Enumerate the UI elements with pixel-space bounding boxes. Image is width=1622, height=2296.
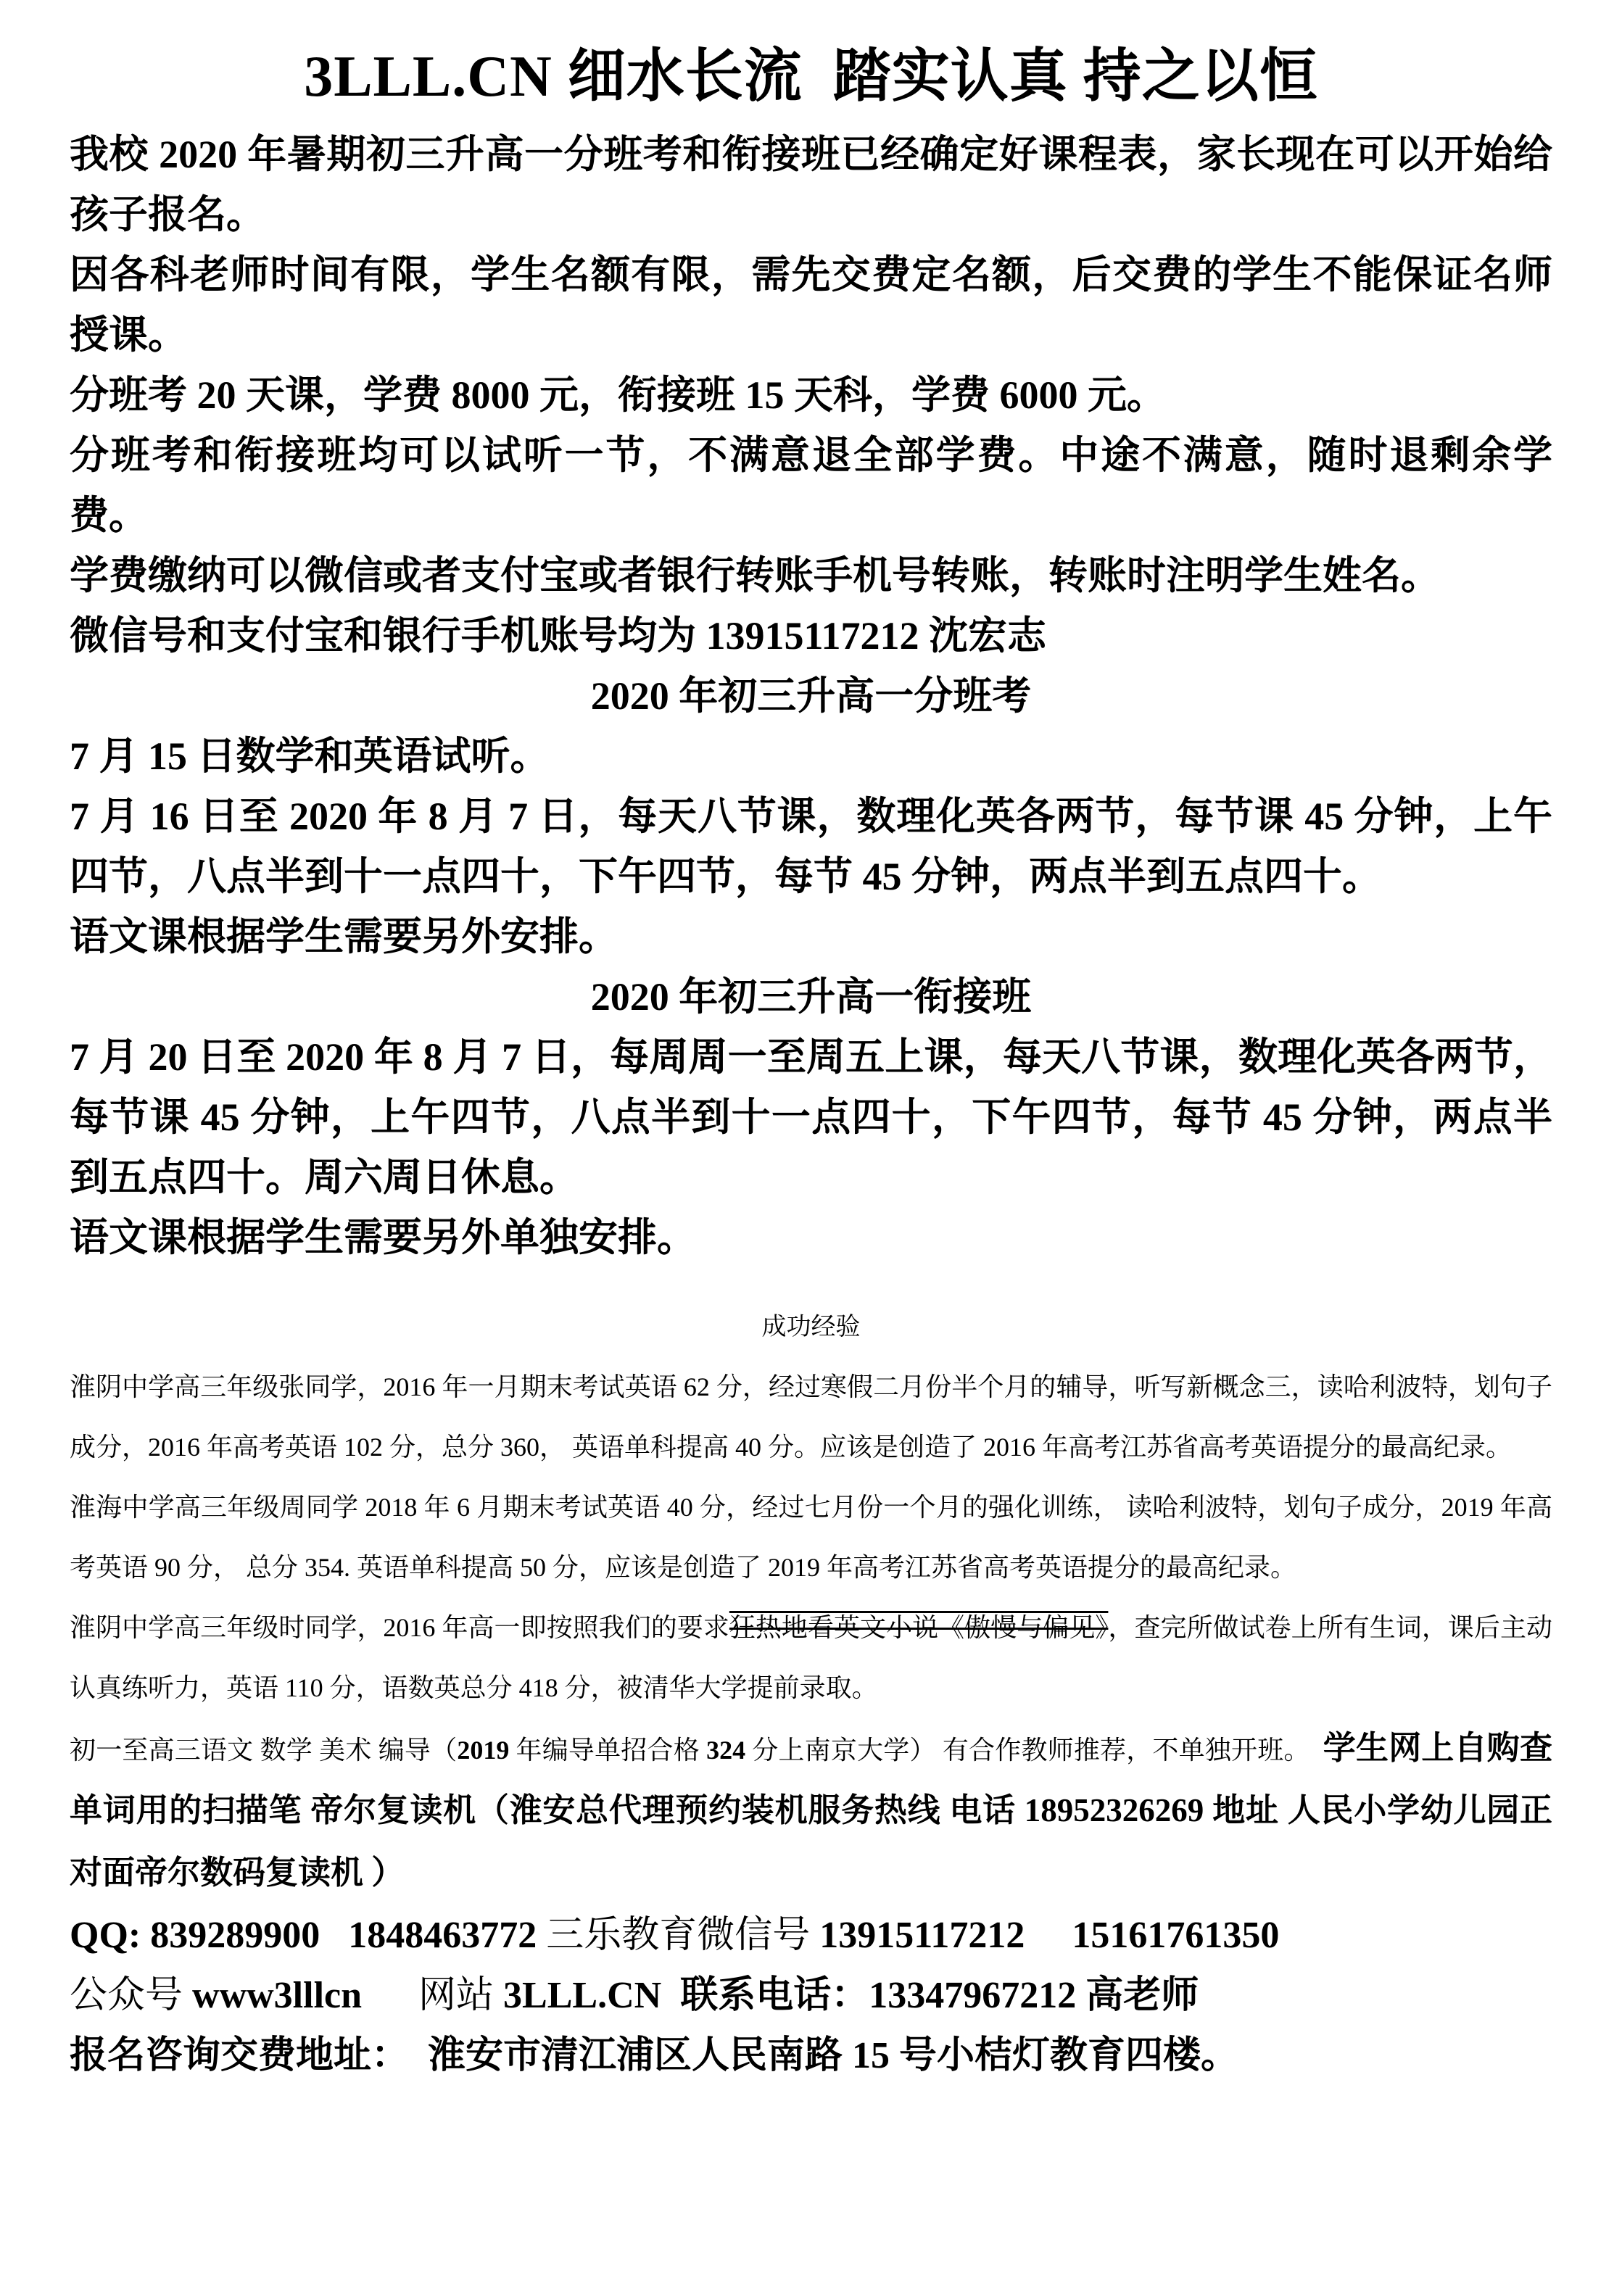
placement-exam-paragraph-3: 语文课根据学生需要另外安排。 [70,915,618,958]
website-label: 网站 [362,1975,504,2016]
page-title: 3LLL.CN 细水长流 踏实认真 持之以恒 [304,45,1318,109]
intro-paragraph-1: 我校 2020 年暑期初三升高一分班考和衔接班已经确定好课程表，家长现在可以开始给孩子报名。 [70,133,1552,236]
courses-paragraph [70,1718,1552,1905]
section-heading-placement-exam: 2020 年初三升高一分班考 [590,674,1032,718]
courses-segment-3: 分上南京大学） 有合作教师推荐，不单独开班。 [745,1736,1323,1765]
courses-year-number: 2019 [457,1736,510,1765]
bridge-class-paragraph-2: 语文课根据学生需要另外单独安排。 [70,1216,696,1259]
address-label: 报名咨询交费地址： [70,2035,410,2076]
contact-address-line [70,2026,1552,2086]
contact-qq-line [70,1905,1552,1965]
courses-segment-1: 初一至高三语文 数学 美术 编导（ [70,1736,458,1765]
courses-score-number: 324 [706,1736,746,1765]
bridge-class-paragraph-1: 7 月 20 日至 2020 年 8 月 7 日，每周周一至周五上课，每天八节课，数理化英各两节，每节课 45 分钟，上午四节，八点半到十一点四十，下午四节，每节 45 分钟，两点半到五点四十。周六周日休息。 [70,1035,1552,1199]
official-account-label: 公众号 [70,1975,193,2016]
intro-paragraph-2: 因各科老师时间有限，学生名额有限，需先交费定名额，后交费的学生不能保证名师授课。 [70,253,1552,357]
courses-segment-2: 年编导单招合格 [509,1736,707,1765]
address-value: 淮安市清江浦区人民南路 15 号小桔灯教育四楼。 [409,2035,1239,2076]
success-story-3 [70,1598,1552,1718]
qq-numbers: QQ: 839289900 1848463772 [70,1915,547,1956]
contact-phone: 联系电话：13347967212 [661,1975,1086,2016]
courses-scanner-pen-text: 学生网上自购查单词用的扫描笔 帝尔复读机（淮安总代理预约装机服务热线 电话 18952326269 地址 人民小学幼儿园正对面帝尔数码复读机 ） [70,1730,1552,1891]
success-story-2: 淮海中学高三年级周同学 2018 年 6 月期末考试英语 40 分，经过七月份一个月的强化训练， 读哈利波特，划句子成分，2019 年高考英语 90 分， 总分 354. 英语单科提高 50 分，应该是创造了 2019 年高考江苏省高考英语提分的最高纪录。 [70,1493,1552,1582]
placement-exam-paragraph-2: 7 月 16 日至 2020 年 8 月 7 日，每天八节课，数理化英各两节，每节课 45 分钟，上午四节，八点半到十一点四十，下午四节，每节 45 分钟，两点半到五点四十。 [70,795,1552,898]
contact-web-line [70,1965,1552,2026]
wechat-label: 三乐教育微信号 [546,1915,820,1956]
success-story-3-suffix: ，查完所做试卷上所有生词，课后主动认真练听力，英语 110 分，语数英总分 418 分，被清华大学提前录取。 [70,1613,1552,1702]
placement-exam-paragraph-1: 7 月 15 日数学和英语试听。 [70,734,550,778]
wechat-numbers: 13915117212 15161761350 [819,1915,1280,1956]
success-story-3-prefix: 淮阴中学高三年级时同学，2016 年高一即按照我们的要求 [70,1613,729,1642]
intro-paragraph-4: 分班考和衔接班均可以试听一节，不满意退全部学费。中途不满意，随时退剩余学费。 [70,434,1552,537]
intro-paragraph-payment-account: 微信号和支付宝和银行手机账号均为 13915117212 沈宏志 [70,614,1047,658]
website-value: 3LLL.CN [503,1975,662,2016]
intro-paragraph-5: 学费缴纳可以微信或者支付宝或者银行转账手机号转账，转账时注明学生姓名。 [70,554,1440,597]
official-account-value: www3lllcn [192,1975,363,2016]
success-story-1: 淮阴中学高三年级张同学，2016 年一月期末考试英语 62 分，经过寒假二月份半个月的辅导，听写新概念三，读哈利波特，划句子成分，2016 年高考英语 102 分，总分 360， 英语单科提高 40 分。应该是创造了 2016 年高考江苏省高考英语提分的最高纪录。 [70,1372,1552,1462]
success-story-3-struck-text: 狂热地看英文小说《傲慢与偏见》 [729,1613,1109,1642]
section-heading-bridge-class: 2020 年初三升高一衔接班 [590,975,1032,1019]
section-heading-success: 成功经验 [761,1314,861,1340]
contact-teacher-name: 高老师 [1085,1975,1199,2016]
intro-paragraph-3: 分班考 20 天课，学费 8000 元，衔接班 15 天科，学费 6000 元。 [70,373,1166,417]
